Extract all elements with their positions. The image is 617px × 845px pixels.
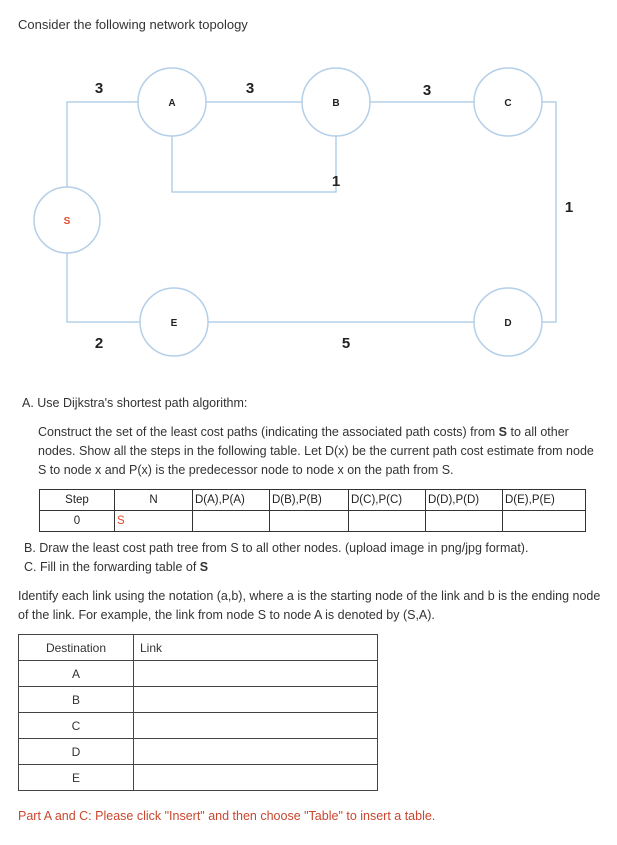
fwd-dest-d: D: [19, 739, 134, 765]
header-dc: D(C),P(C): [349, 490, 426, 511]
table-row: [19, 687, 378, 713]
part-c-text: [24, 560, 208, 574]
cost-c-d: 1: [564, 199, 574, 216]
cell-db[interactable]: [270, 511, 349, 532]
cell-dc[interactable]: [349, 511, 426, 532]
cell-de[interactable]: [503, 511, 586, 532]
dijkstra-steps-table: [39, 489, 586, 532]
part-a-instructions: [38, 423, 603, 480]
header-de: D(E),P(E): [503, 490, 586, 511]
table-row: [40, 511, 586, 532]
node-label-a: A: [168, 98, 176, 109]
table-row: [19, 713, 378, 739]
table-header-row: [40, 490, 586, 511]
table-row: [19, 739, 378, 765]
header-step: Step: [40, 490, 115, 511]
node-label-c: C: [504, 98, 512, 109]
header-db: D(B),P(B): [270, 490, 349, 511]
node-e: [140, 288, 208, 356]
fwd-header-link: Link: [134, 635, 378, 661]
node-d: [474, 288, 542, 356]
cell-da[interactable]: [193, 511, 270, 532]
network-topology-diagram: [0, 60, 617, 370]
part-a-bold-s: S: [498, 425, 507, 439]
link-a-b-lower: [172, 135, 336, 192]
cell-step: 0: [40, 511, 115, 532]
fwd-link-d[interactable]: [134, 739, 378, 765]
cost-a-b: 3: [245, 80, 255, 97]
fwd-link-c[interactable]: [134, 713, 378, 739]
fwd-link-a[interactable]: [134, 661, 378, 687]
table-row: [19, 765, 378, 791]
cost-b-c: 3: [422, 82, 432, 99]
fwd-header-row: [19, 635, 378, 661]
part-a-text-2: to all other nodes. Show all the steps in the following table. Let D(x) be the current path cost estimate from node S to node x and P(x) is the predecessor node to node x on the path from S.: [38, 425, 594, 477]
part-c-prefix: C. Fill in the forwarding table of: [24, 560, 200, 574]
table-row: [19, 661, 378, 687]
node-label-d: D: [504, 318, 512, 329]
node-label-e: E: [170, 318, 178, 329]
node-b: [302, 68, 370, 136]
header-dd: D(D),P(D): [426, 490, 503, 511]
cell-n[interactable]: S: [115, 511, 193, 532]
forwarding-table: [18, 634, 378, 791]
intro-text: Consider the following network topology: [18, 17, 248, 32]
insert-table-note: Part A and C: Please click "Insert" and then choose "Table" to insert a table.: [18, 809, 436, 823]
cost-s-a: 3: [94, 80, 104, 97]
link-c-d: [542, 102, 556, 322]
node-a: [138, 68, 206, 136]
link-notation-instructions: Identify each link using the notation (a,b), where a is the starting node of the link and b is the ending node of the link. For example, the link from node S to node A is denoted by (S,A).: [18, 589, 601, 622]
fwd-dest-c: C: [19, 713, 134, 739]
part-b-text: B. Draw the least cost path tree from S to all other nodes. (upload image in png/jpg format).: [24, 541, 529, 555]
cost-a-b-lower: 1: [331, 173, 341, 190]
node-c: [474, 68, 542, 136]
cost-e-d: 5: [341, 335, 351, 352]
part-a-text-1: Construct the set of the least cost paths (indicating the associated path costs) from: [38, 425, 499, 439]
fwd-dest-a: A: [19, 661, 134, 687]
fwd-dest-e: E: [19, 765, 134, 791]
node-label-s: S: [63, 216, 71, 227]
link-s-e: [67, 252, 140, 322]
fwd-link-e[interactable]: [134, 765, 378, 791]
part-a-title: A. Use Dijkstra's shortest path algorithm:: [22, 396, 248, 410]
header-n: N: [115, 490, 193, 511]
fwd-header-destination: Destination: [19, 635, 134, 661]
header-da: D(A),P(A): [193, 490, 270, 511]
fwd-dest-b: B: [19, 687, 134, 713]
fwd-link-b[interactable]: [134, 687, 378, 713]
node-label-b: B: [332, 98, 340, 109]
part-c-bold-s: S: [199, 560, 209, 574]
cost-s-e: 2: [94, 335, 104, 352]
cell-dd[interactable]: [426, 511, 503, 532]
node-s: [34, 187, 100, 253]
